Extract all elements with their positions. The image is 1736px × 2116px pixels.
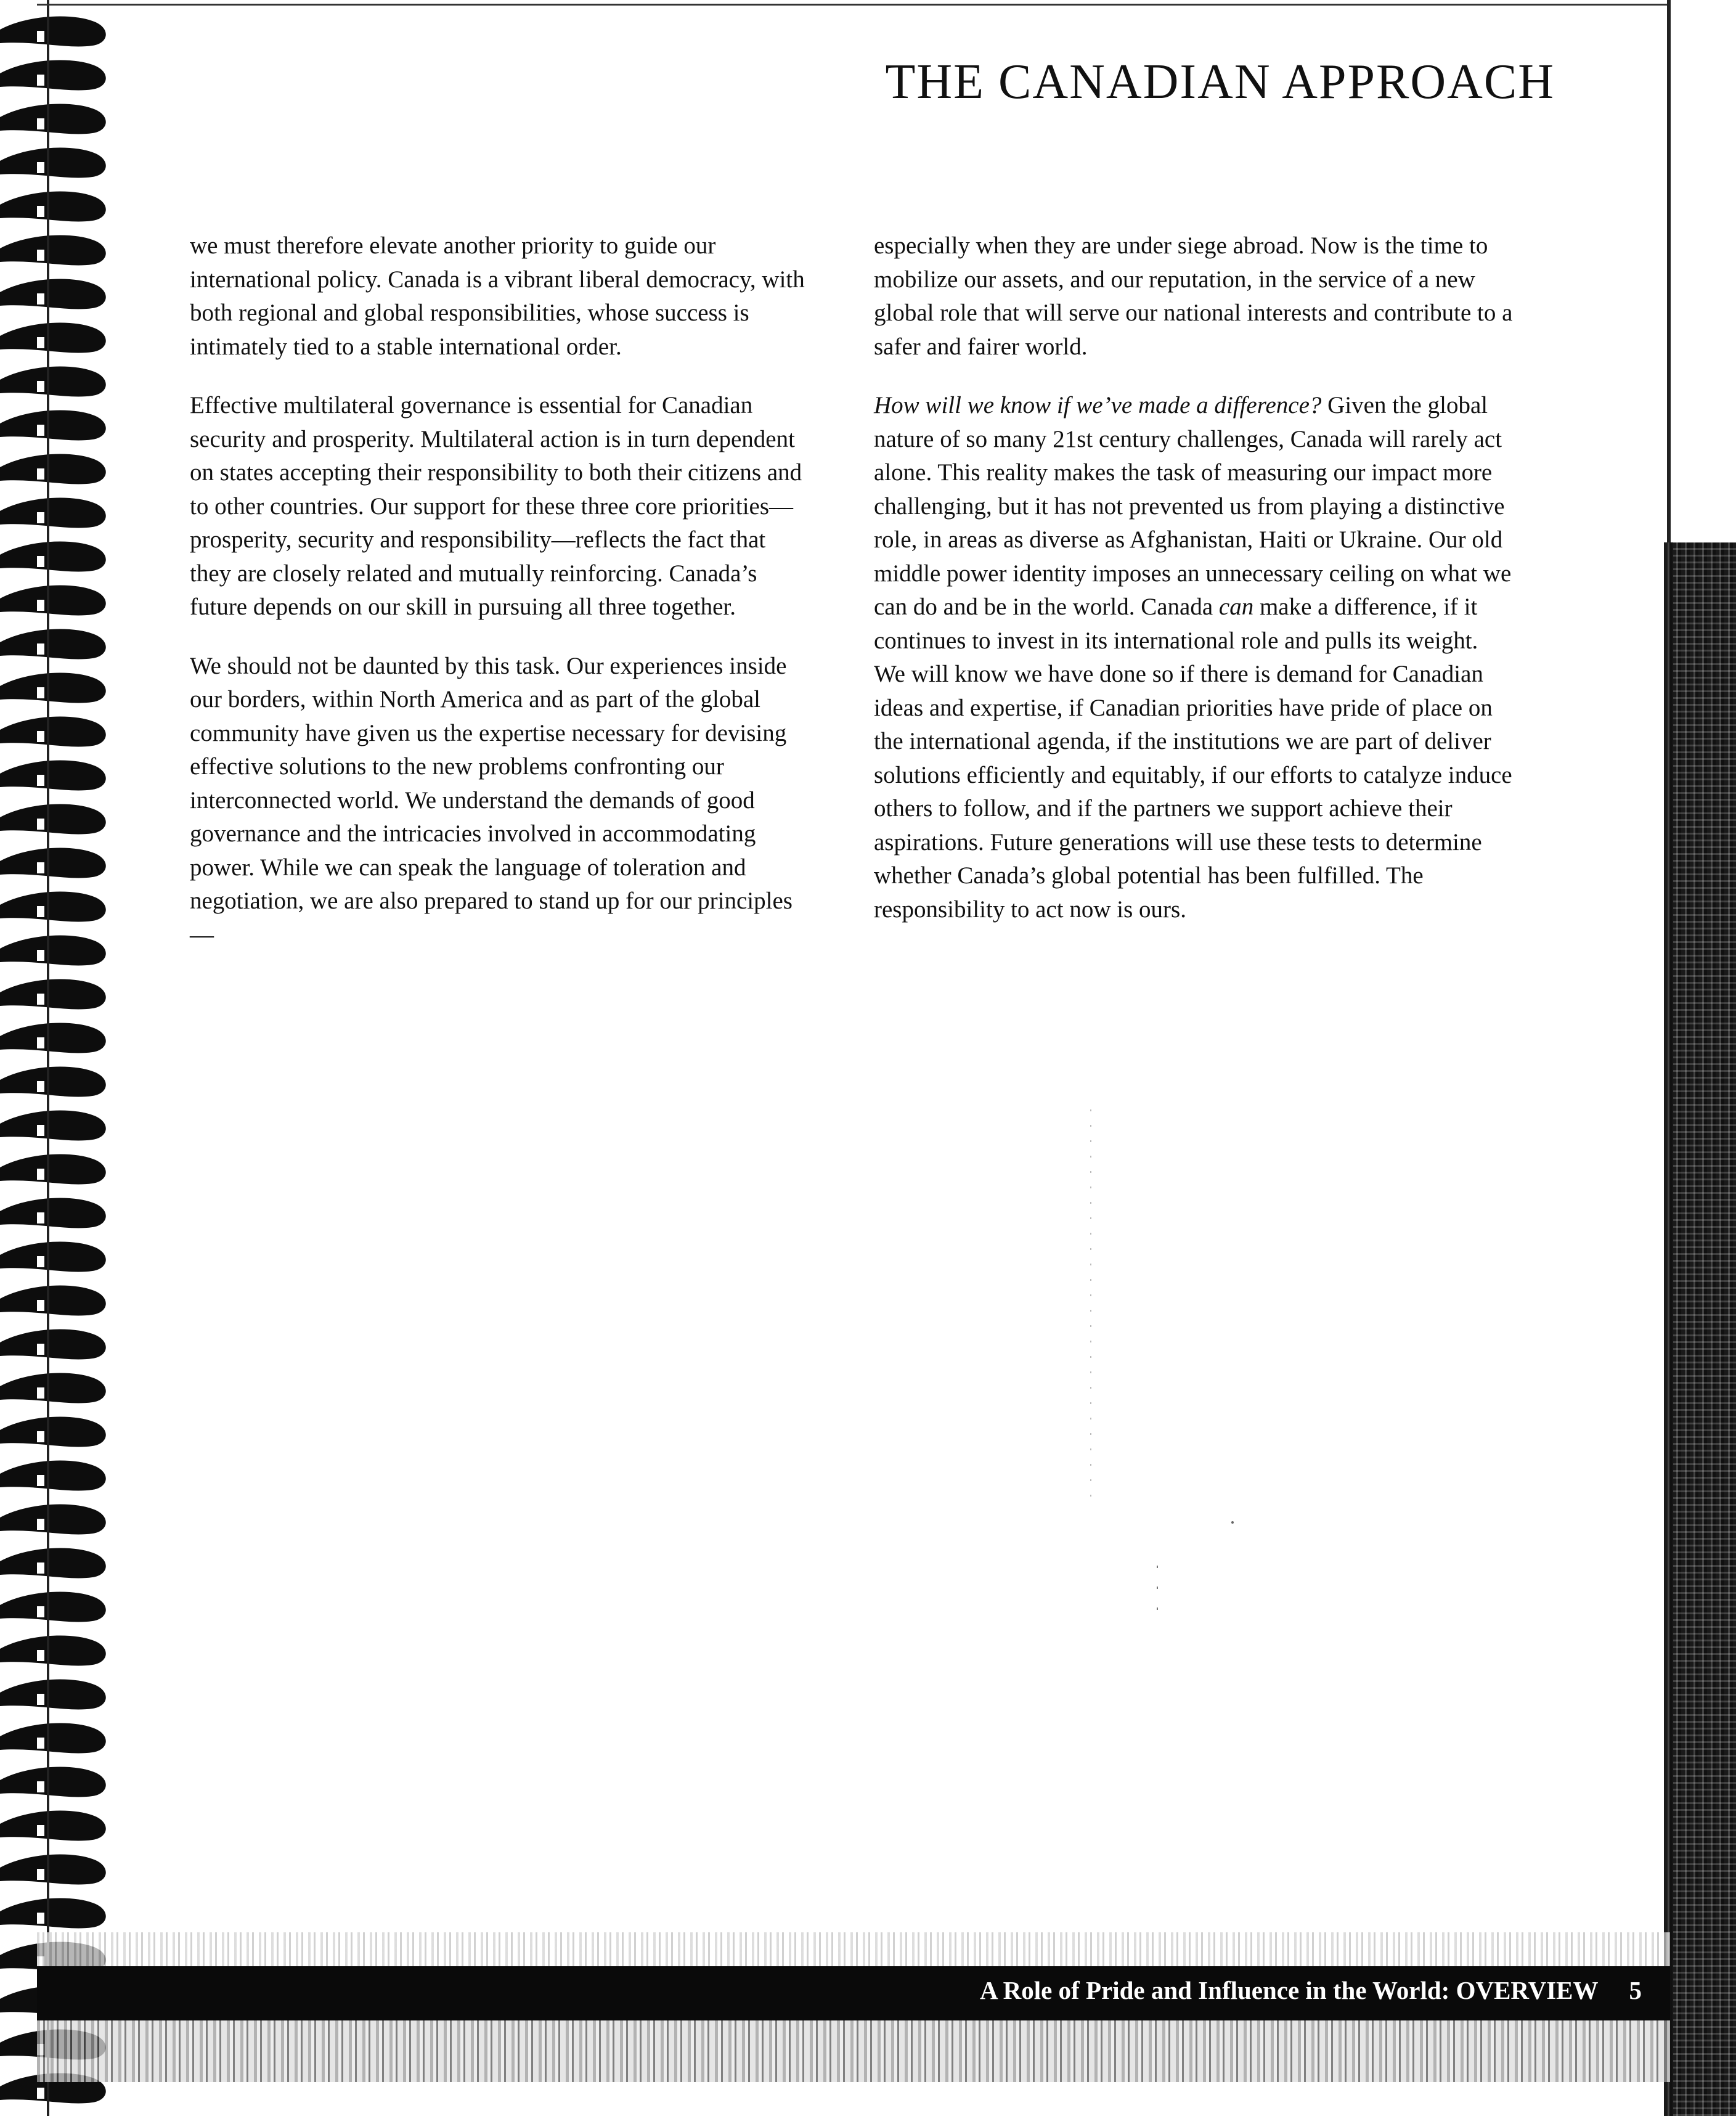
spiral-loop <box>0 979 106 1009</box>
spiral-loop <box>0 1329 106 1359</box>
paragraph: We should not be daunted by this task. Our experiences inside our borders, within North America and as part of the global community have given us the expertise necessary for devising effective solutions to the new problems confronting our interconnected world. We understand the demands of good governance and the intricacies involved in accommodating power. While we can speak the language of toleration and negotiation, we are also prepared to stand up for our principles— <box>190 652 793 948</box>
spiral-hole <box>37 819 44 830</box>
paragraph-text: Given the global nature of so many 21st century challenges, Canada will rarely act alone. This reality makes the task of measuring our impact more challenging, but it has not prevented us from playing a distinctive role, in areas as diverse as Afghanistan, Haiti or Ukraine. Our old middle power identity imposes an unnecessary ceiling on what we can do and be in the world. Canada <box>874 392 1512 620</box>
spiral-loop <box>0 848 106 878</box>
spiral-loop <box>0 1110 106 1140</box>
spiral-loop <box>0 1285 106 1315</box>
spiral-loop <box>0 1679 106 1709</box>
spiral-loop <box>0 1241 106 1272</box>
spiral-hole <box>37 31 44 42</box>
spiral-loop <box>0 541 106 571</box>
paragraph: we must therefore elevate another priority to guide our international policy. Canada is a vibrant liberal democracy, with both regional and global responsibilities, whose success is intimately tied to a stable international order. <box>190 232 805 360</box>
spiral-hole <box>37 1387 44 1399</box>
spiral-hole <box>37 1300 44 1311</box>
footer-title: A Role of Pride and Influence in the World: OVERVIEW <box>980 1976 1599 2004</box>
spiral-hole <box>37 1650 44 1661</box>
spiral-hole <box>37 1475 44 1486</box>
spiral-hole <box>37 468 44 480</box>
page-number: 5 <box>1629 1976 1642 2004</box>
spiral-hole <box>37 118 44 129</box>
spiral-hole <box>37 1344 44 1355</box>
right-column <box>874 229 1515 952</box>
spiral-loop <box>0 279 106 309</box>
spiral-loop <box>0 497 106 528</box>
spiral-hole <box>37 1212 44 1223</box>
spiral-loop <box>0 1373 106 1403</box>
spiral-hole <box>37 556 44 567</box>
spiral-loop <box>0 60 106 90</box>
scanner-margin-texture <box>1673 542 1736 2116</box>
spiral-hole <box>37 1037 44 1048</box>
spiral-hole <box>37 994 44 1005</box>
spiral-loop <box>0 585 106 615</box>
spiral-hole <box>37 906 44 917</box>
footer-texture <box>37 2020 1670 2082</box>
spiral-hole <box>37 1606 44 1617</box>
spiral-loop <box>0 147 106 178</box>
spiral-loop <box>0 454 106 484</box>
page-left-edge <box>47 0 49 2116</box>
spiral-hole <box>37 1519 44 1530</box>
spiral-loop <box>0 191 106 221</box>
left-column <box>190 229 812 977</box>
spiral-hole <box>37 731 44 742</box>
paragraph: especially when they are under siege abroad. Now is the time to mobilize our assets, and our reputation, in the service of a new global role that will serve our national interests and contribute to a safer and fairer world. <box>874 232 1513 360</box>
spiral-loop <box>0 804 106 834</box>
spiral-hole <box>37 337 44 348</box>
spiral-hole <box>37 1081 44 1092</box>
spiral-binding <box>0 0 117 2116</box>
spiral-loop <box>0 1460 106 1490</box>
spiral-hole <box>37 950 44 961</box>
spiral-loop <box>0 629 106 659</box>
spiral-hole <box>37 293 44 304</box>
paragraph <box>874 389 1515 926</box>
spiral-hole <box>37 1431 44 1442</box>
italic-emphasis: can <box>1218 594 1254 620</box>
spiral-loop <box>0 1767 106 1797</box>
spiral-hole <box>37 1913 44 1924</box>
spiral-hole <box>37 1781 44 1792</box>
spiral-hole <box>37 425 44 436</box>
spiral-loop <box>0 1416 106 1447</box>
spiral-hole <box>37 1869 44 1880</box>
spiral-hole <box>37 687 44 698</box>
spiral-loop <box>0 891 106 921</box>
spiral-loop <box>0 1154 106 1184</box>
scan-specks <box>1085 1109 1245 1664</box>
spiral-loop <box>0 716 106 746</box>
footer-label <box>980 1975 1642 2005</box>
spiral-hole <box>37 162 44 173</box>
spiral-loop <box>0 1198 106 1228</box>
spiral-loop <box>0 1023 106 1053</box>
spiral-loop <box>0 322 106 353</box>
spiral-hole <box>37 1694 44 1705</box>
spiral-hole <box>37 862 44 873</box>
page-title: THE CANADIAN APPROACH <box>885 55 1555 109</box>
paragraph: Effective multilateral governance is essential for Canadian security and prosperity. Multilateral action is in turn dependent on states accepting their responsibility to both their citizens and to other countries. Our support for these three core priorities—prosperity, security and responsibility—reflects the fact that they are closely related and mutually reinforcing. Canada’s future depends on our skill in pursuing all three together. <box>190 392 802 620</box>
spiral-loop <box>0 1723 106 1753</box>
spiral-hole <box>37 1825 44 1836</box>
spiral-hole <box>37 512 44 523</box>
spiral-hole <box>37 75 44 86</box>
spiral-loop <box>0 235 106 265</box>
spiral-loop <box>0 1635 106 1665</box>
spiral-loop <box>0 16 106 46</box>
spiral-hole <box>37 1256 44 1267</box>
spiral-hole <box>37 250 44 261</box>
spiral-loop <box>0 1810 106 1840</box>
spiral-hole <box>37 1125 44 1136</box>
spiral-loop <box>0 760 106 790</box>
spiral-hole <box>37 1562 44 1574</box>
spiral-loop <box>0 410 106 440</box>
spiral-loop <box>0 366 106 396</box>
spiral-loop <box>0 935 106 965</box>
spiral-loop <box>0 1898 106 1928</box>
spiral-loop <box>0 1066 106 1097</box>
paragraph-text: make a difference, if it continues to invest in its international role and pulls its weight. We will know we have done so if there is demand for Canadian ideas and expertise, if Canadian priorities have pride of place on the international agenda, if the institutions we are part of deliver solutions efficiently and equitably, if our efforts to catalyze induce others to follow, and if the partners we support achieve their aspirations. Future generations will use these tests to determine whether Canada’s global potential has been fulfilled. The responsibility to act now is ours. <box>874 594 1512 923</box>
footer <box>37 1932 1670 2086</box>
spiral-hole <box>37 600 44 611</box>
spiral-loop <box>0 1504 106 1534</box>
spiral-hole <box>37 381 44 392</box>
top-rule <box>37 4 1670 6</box>
spiral-hole <box>37 775 44 786</box>
spiral-loop <box>0 104 106 134</box>
spiral-hole <box>37 643 44 655</box>
spiral-loop <box>0 1854 106 1884</box>
spiral-binding-icon <box>0 0 117 2116</box>
italic-question: How will we know if we’ve made a difference? <box>874 392 1322 419</box>
footer-texture <box>37 1932 1670 1966</box>
spiral-loop <box>0 1548 106 1578</box>
spiral-hole <box>37 1169 44 1180</box>
spiral-hole <box>37 206 44 217</box>
spiral-loop <box>0 1591 106 1622</box>
spiral-hole <box>37 2088 44 2099</box>
spiral-loop <box>0 672 106 703</box>
spiral-hole <box>37 1738 44 1749</box>
